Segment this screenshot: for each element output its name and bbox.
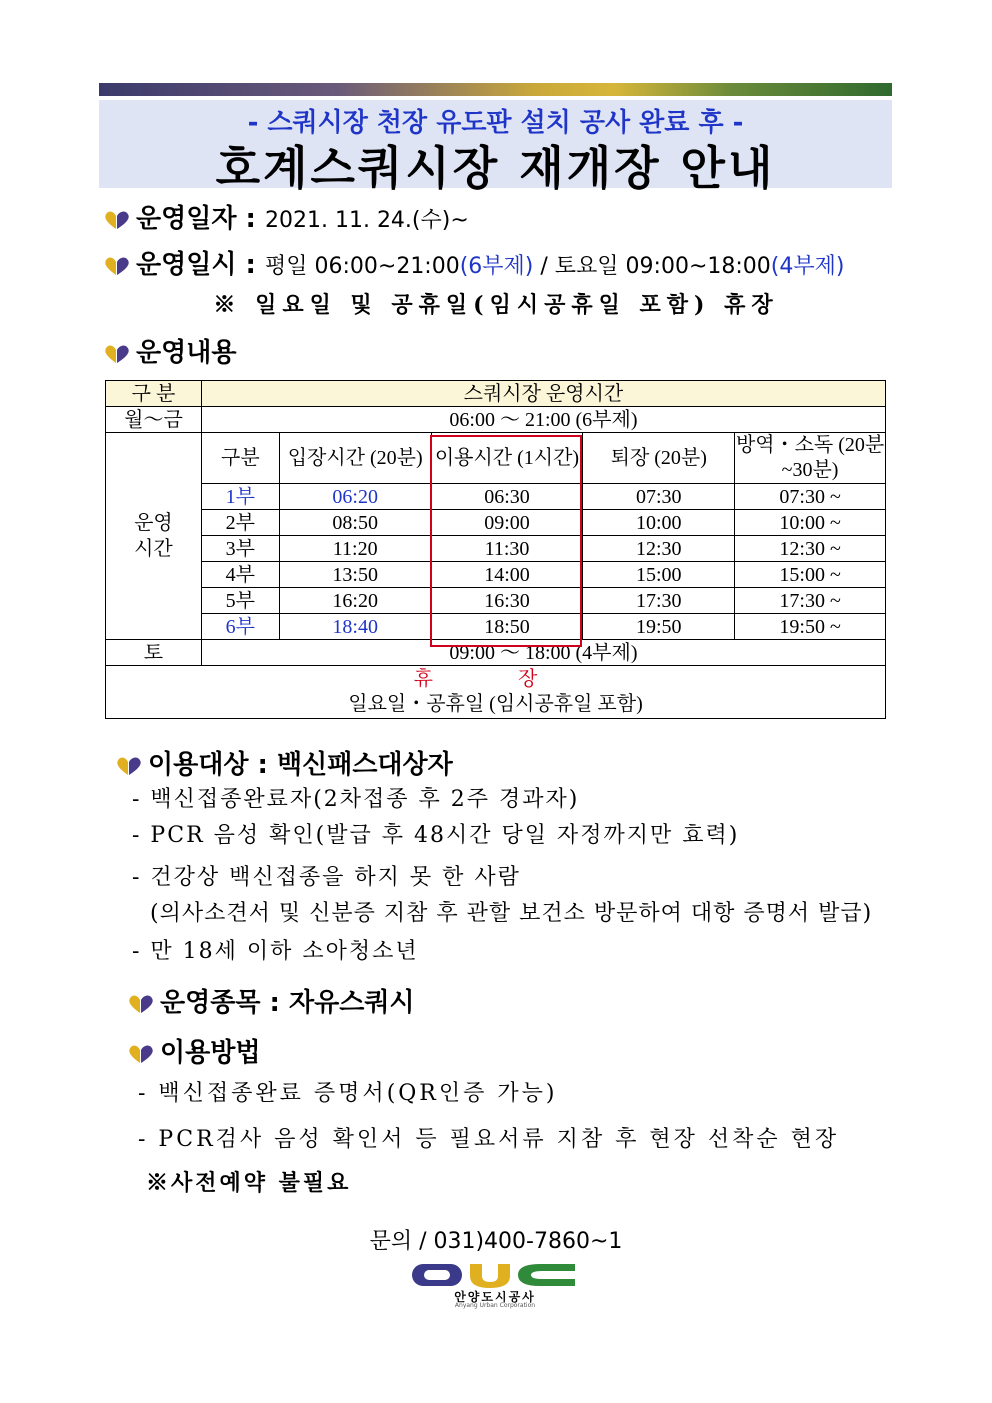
closed-cell <box>106 666 886 719</box>
logo-mark-icon <box>410 1260 580 1290</box>
subheader-4: 방역・소독 (20분~30분) <box>735 433 886 484</box>
entry-time: 18:40 <box>279 614 431 640</box>
section-event <box>126 982 415 1019</box>
use-time: 16:30 <box>431 588 583 614</box>
company-logo <box>410 1260 580 1309</box>
section-target <box>114 744 453 781</box>
saturday-label: 토 <box>106 640 202 666</box>
highlight-box <box>430 435 582 647</box>
method-label: 이용방법 <box>160 1038 261 1068</box>
target-label: 이용대상 : 백신패스대상자 <box>148 750 453 780</box>
disinfect-time: 07:30 ~ <box>735 484 886 510</box>
session-name: 6부 <box>201 614 279 640</box>
exit-time: 10:00 <box>583 510 735 536</box>
heart-icon <box>126 993 156 1015</box>
page-title: 호계스쿼시장 재개장 안내 <box>215 141 776 195</box>
header-hours: 스쿼시장 운영시간 <box>201 381 885 407</box>
ops-label-text: 운영 시간 <box>134 512 173 560</box>
disinfect-time: 17:30 ~ <box>735 588 886 614</box>
session-name: 3부 <box>201 536 279 562</box>
target-item-4: (의사소견서 및 신분증 지참 후 관할 보건소 방문하여 대항 증명서 발급) <box>150 901 873 926</box>
heart-icon <box>114 755 144 777</box>
target-item-3: - 건강상 백신접종을 하지 못 한 사람 <box>132 865 521 890</box>
contact-info: 문의 / 031)400-7860~1 <box>369 1229 623 1254</box>
hours-sep: / <box>533 254 555 279</box>
ops-label <box>106 433 202 640</box>
hours-saturday: 토요일 09:00~18:00 <box>554 254 771 279</box>
target-item-5: - 만 18세 이하 소아청소년 <box>132 939 419 964</box>
exit-time: 15:00 <box>583 562 735 588</box>
heart-icon <box>102 209 132 231</box>
entry-time: 06:20 <box>279 484 431 510</box>
heart-icon <box>102 255 132 277</box>
subheader-1: 입장시간 (20분) <box>279 433 431 484</box>
weekday-label: 월～금 <box>106 407 202 433</box>
use-time: 09:00 <box>431 510 583 536</box>
entry-time: 16:20 <box>279 588 431 614</box>
use-time: 06:30 <box>431 484 583 510</box>
entry-time: 13:50 <box>279 562 431 588</box>
section-content <box>102 332 236 369</box>
section-date <box>102 198 469 235</box>
logo-sub: Anyang Urban Corporation <box>454 1302 536 1309</box>
session-name: 5부 <box>201 588 279 614</box>
subheader-2: 이용시간 (1시간) <box>431 433 583 484</box>
exit-time: 17:30 <box>583 588 735 614</box>
entry-time: 11:20 <box>279 536 431 562</box>
hours-weekday: 평일 06:00~21:00 <box>264 254 460 279</box>
disinfect-time: 15:00 ~ <box>735 562 886 588</box>
hours-weekday-sessions: (6부제) <box>459 254 534 279</box>
subtitle: - 스쿼시장 천장 유도판 설치 공사 완료 후 - <box>247 108 744 138</box>
title-box <box>99 100 892 195</box>
hours-saturday-sessions: (4부제) <box>770 254 845 279</box>
date-value: 2021. 11. 24.(수)~ <box>264 208 469 233</box>
event-label: 운영종목 : 자유스쿼시 <box>160 988 415 1018</box>
date-label: 운영일자 : <box>136 204 256 234</box>
disinfect-time: 12:30 ~ <box>735 536 886 562</box>
heart-icon <box>102 343 132 365</box>
method-item-2: - PCR검사 음성 확인서 등 필요서류 지참 후 현장 선착순 현장 <box>138 1127 840 1152</box>
disinfect-time: 19:50 ~ <box>735 614 886 640</box>
entry-time: 08:50 <box>279 510 431 536</box>
closed-detail: 일요일・공휴일 (임시공휴일 포함) <box>348 693 643 715</box>
session-name: 2부 <box>201 510 279 536</box>
target-item-1: - 백신접종완료자(2차접종 후 2주 경과자) <box>132 787 580 812</box>
target-item-2: - PCR 음성 확인(발급 후 48시간 당일 자정까지만 효력) <box>132 823 740 848</box>
hours-label: 운영일시 : <box>136 250 256 280</box>
session-name: 1부 <box>201 484 279 510</box>
exit-time: 19:50 <box>583 614 735 640</box>
header-category: 구 분 <box>106 381 202 407</box>
closed-title: 휴 장 <box>413 668 578 690</box>
exit-time: 07:30 <box>583 484 735 510</box>
section-hours <box>102 244 844 281</box>
section-method <box>126 1032 260 1069</box>
subheader-3: 퇴장 (20분) <box>583 433 735 484</box>
session-name: 4부 <box>201 562 279 588</box>
method-note: ※사전예약 불필요 <box>146 1170 352 1196</box>
heart-icon <box>126 1043 156 1065</box>
use-time: 14:00 <box>431 562 583 588</box>
disinfect-time: 10:00 ~ <box>735 510 886 536</box>
closed-note: ※ 일요일 및 공휴일(임시공휴일 포함) 휴장 <box>213 292 779 318</box>
top-color-bar <box>99 83 892 96</box>
weekday-value: 06:00 ～ 21:00 (6부제) <box>201 407 885 433</box>
subheader-0: 구분 <box>201 433 279 484</box>
use-time: 11:30 <box>431 536 583 562</box>
method-item-1: - 백신접종완료 증명서(QR인증 가능) <box>138 1081 558 1106</box>
use-time: 18:50 <box>431 614 583 640</box>
saturday-value: 09:00 ～ 18:00 (4부제) <box>201 640 885 666</box>
exit-time: 12:30 <box>583 536 735 562</box>
content-label: 운영내용 <box>136 338 237 368</box>
logo-name: 안양도시공사 <box>454 1290 536 1304</box>
